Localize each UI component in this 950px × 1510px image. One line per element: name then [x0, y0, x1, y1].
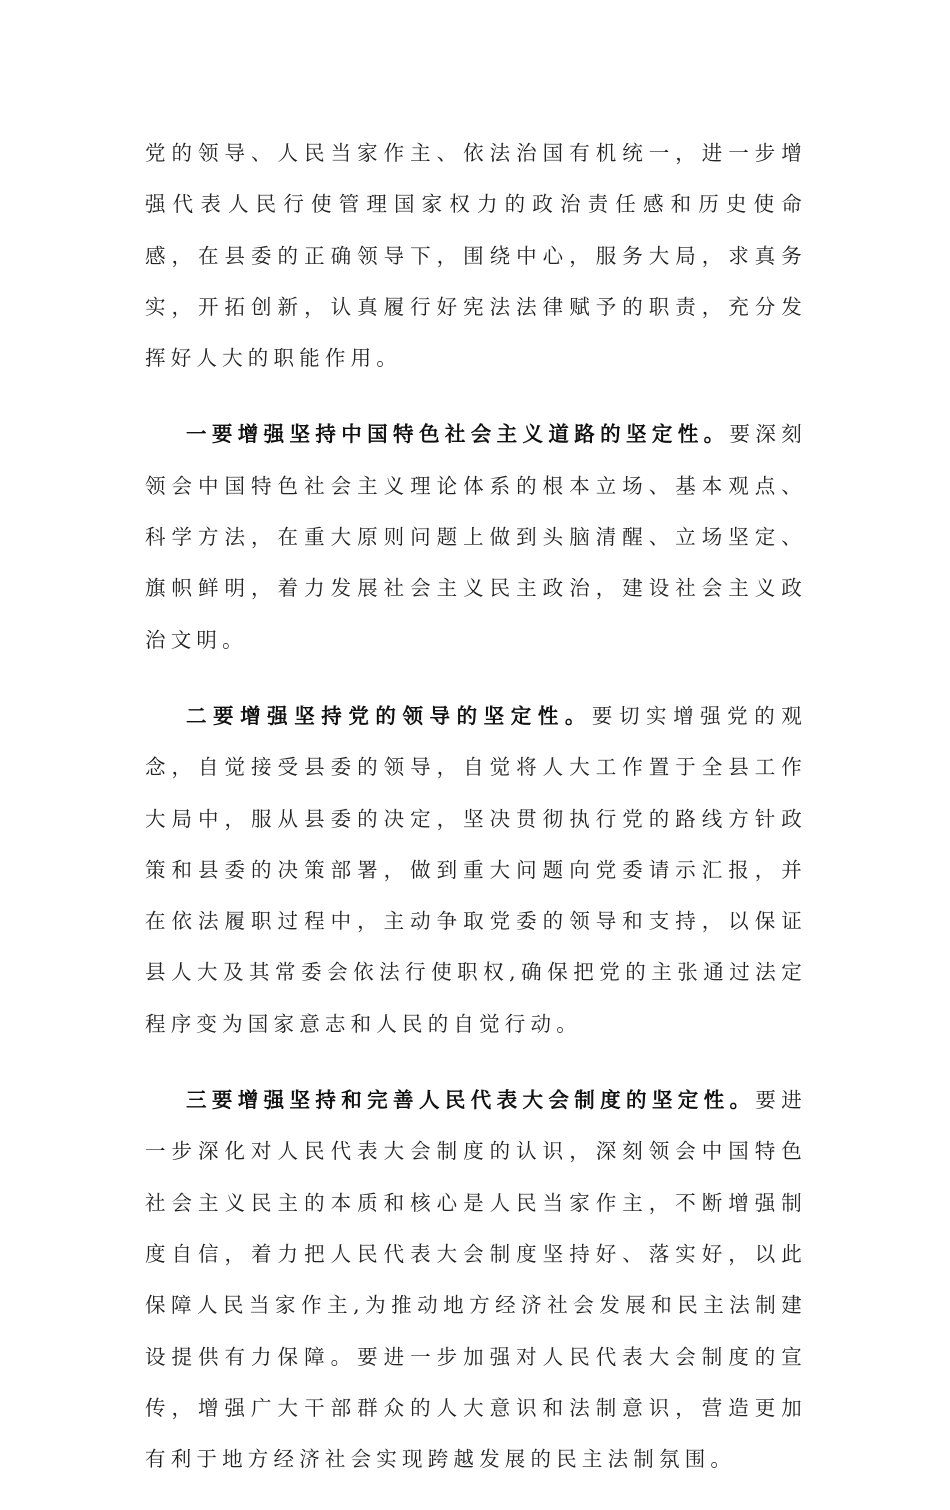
paragraph-point-2	[145, 691, 807, 1050]
paragraph-point-1-heading: 一要增强坚持中国特色社会主义道路的坚定性。	[186, 422, 730, 447]
paragraph-intro	[145, 128, 807, 384]
paragraph-point-3	[145, 1075, 807, 1485]
paragraph-point-3-text: 要进一步深化对人民代表大会制度的认识，深刻领会中国特色社会主义民主的本质和核心是人民当家作主，不断增强制度自信，着力把人民代表大会制度坚持好、落实好，以此保障人民当家作主,为推动地方经济社会发展和民主法制建设提供有力保障。要进一步加强对人民代表大会制度的宣传，增强广大干部群众的人大意识和法制意识，营造更加有利于地方经济社会实现跨越发展的民主法制氛围。	[145, 1088, 807, 1472]
paragraph-point-1	[145, 409, 807, 665]
paragraph-intro-text: 党的领导、人民当家作主、依法治国有机统一，进一步增强代表人民行使管理国家权力的政治责任感和历史使命感，在县委的正确领导下，围绕中心，服务大局，求真务实，开拓创新，认真履行好宪法法律赋予的职责，充分发挥好人大的职能作用。	[145, 141, 807, 371]
paragraph-point-2-text: 要切实增强党的观念，自觉接受县委的领导，自觉将人大工作置于全县工作大局中，服从县委的决定，坚决贯彻执行党的路线方针政策和县委的决策部署，做到重大问题向党委请示汇报，并在依法履职过程中，主动争取党委的领导和支持，以保证县人大及其常委会依法行使职权,确保把党的主张通过法定程序变为国家意志和人民的自觉行动。	[145, 703, 808, 1036]
paragraph-point-1-text: 要深刻领会中国特色社会主义理论体系的根本立场、基本观点、科学方法，在重大原则问题上做到头脑清醒、立场坚定、旗帜鲜明，着力发展社会主义民主政治，建设社会主义政治文明。	[145, 422, 807, 652]
paragraph-point-2-heading: 二要增强坚持党的领导的坚定性。	[186, 703, 592, 728]
document-page	[145, 128, 807, 1510]
paragraph-point-3-heading: 三要增强坚持和完善人民代表大会制度的坚定性。	[186, 1088, 756, 1113]
